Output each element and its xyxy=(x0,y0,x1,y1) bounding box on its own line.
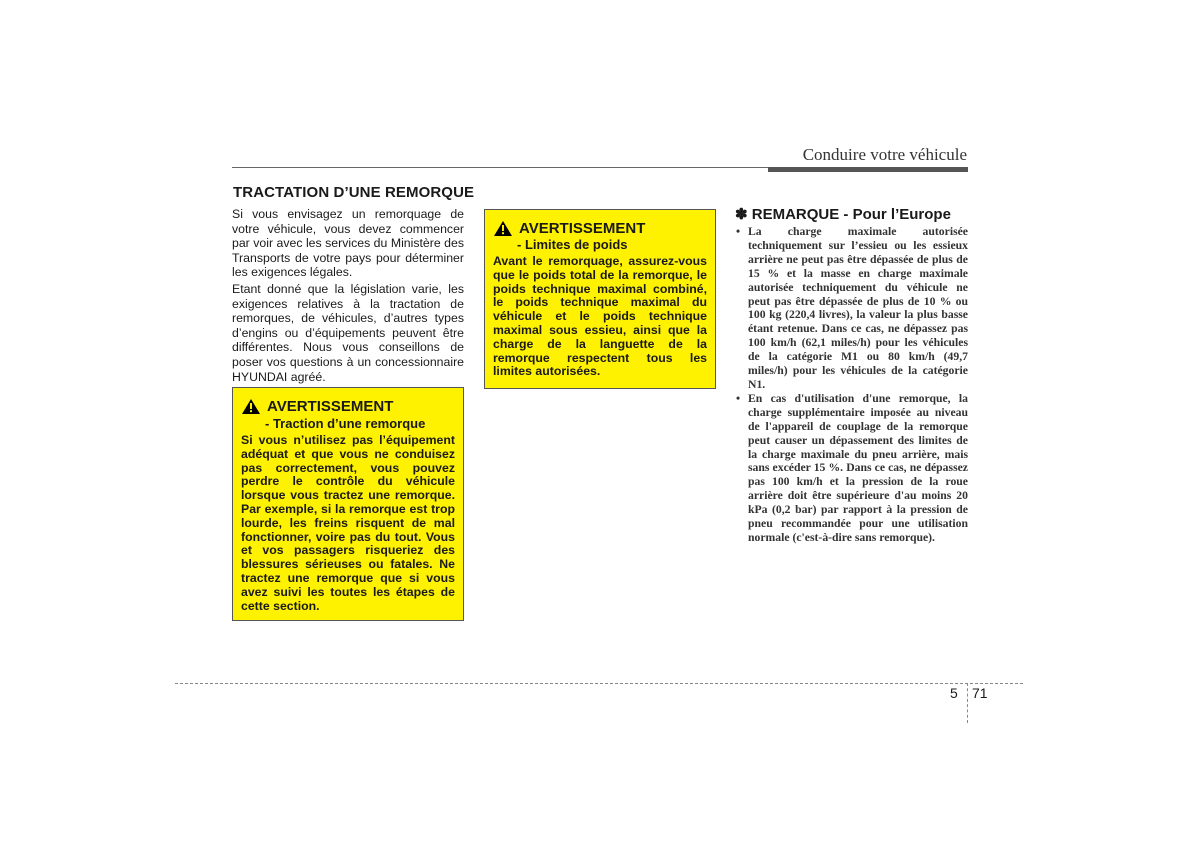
chapter-number: 5 xyxy=(950,685,958,701)
footer-divider xyxy=(967,683,968,723)
warning-title: AVERTISSEMENT xyxy=(267,398,394,415)
note-title: ✽ REMARQUE - Pour l’Europe xyxy=(735,206,951,223)
warning-header xyxy=(493,220,707,237)
warning-subtitle: - Limites de poids xyxy=(517,237,628,252)
running-header-title: Conduire votre véhicule xyxy=(802,145,967,164)
warning-body: Si vous n’utilisez pas l’équipement adéquat et que vous ne conduisez pas correctement, vous pouvez perdre le contrôle du véhicule lorsque vous tractez une remorque. Par exemple, si la remorque est trop lourde, les freins risquent de mal fonctionner, voire pas du tout. Vous et vos passagers risqueriez des blessures sérieuses ou fatales. Ne tractez une remorque que si vous avez suivi les toutes les étapes de cette section. xyxy=(241,433,455,613)
footer-rule xyxy=(175,683,1023,684)
intro-paragraph-2: Etant donné que la législation varie, les exigences relatives à la tractation de remorques, de véhicules, d’autres types d’engins ou d’équipements peuvent être différentes. Nous vous conseillons de poser vos questions à un concessionnaire HYUNDAI agréé. xyxy=(232,281,464,384)
header-bar xyxy=(768,167,968,172)
warning-triangle-icon xyxy=(493,220,513,237)
warning-box-traction xyxy=(232,387,464,621)
note-item: • En cas d'utilisation d'une remorque, la charge supplémentaire imposée au niveau de l'appareil de couplage de la remorque peut causer un dépassement des limites de la charge maximale du pneu arrière, mais sans excéder 15 %. Dans ce cas, ne dépassez pas 100 km/h et la pression de la roue arrière doit être supérieure d'au moins 20 kPa (0,2 bar) par rapport à la pression de pneu recommandée pour une utilisation normale (c'est-à-dire sans remorque). xyxy=(735,392,968,545)
note-europe xyxy=(735,205,968,545)
warning-subtitle: - Traction d’une remorque xyxy=(265,416,426,431)
warning-title: AVERTISSEMENT xyxy=(519,220,646,237)
warning-triangle-icon xyxy=(241,398,261,415)
intro-text xyxy=(232,207,464,386)
note-list xyxy=(735,225,968,545)
section-title: TRACTATION D’UNE REMORQUE xyxy=(233,184,475,201)
page-number: 71 xyxy=(972,685,988,701)
warning-box-weight xyxy=(484,209,716,389)
warning-header xyxy=(241,398,455,415)
intro-paragraph-1: Si vous envisagez un remorquage de votre véhicule, vous devez commencer par voir avec les services du Ministère des Transports de votre pays pour déterminer les exigences légales. xyxy=(232,207,464,280)
warning-body: Avant le remorquage, assurez-vous que le poids total de la remorque, le poids technique maximal combiné, le poids technique maximal du véhicule et le poids technique maximal sous essieu, ainsi que la charge de la languette de la remorque respectent tous les limites autorisées. xyxy=(493,254,707,379)
note-item: • La charge maximale autorisée techniquement sur l’essieu ou les essieux arrière ne peut pas être dépassée de plus de 15 % et la masse en charge maximale autorisée techniquement du véhicule ne peut pas être dépassée de plus de 10 % ou 100 kg (220,4 livres), la valeur la plus basse étant retenue. Dans ce cas, ne dépassez pas 100 km/h (62,1 miles/h) pour les véhicules de la catégorie M1 ou 80 km/h (49,7 miles/h) pour les véhicules de la catégorie N1. xyxy=(735,225,968,392)
